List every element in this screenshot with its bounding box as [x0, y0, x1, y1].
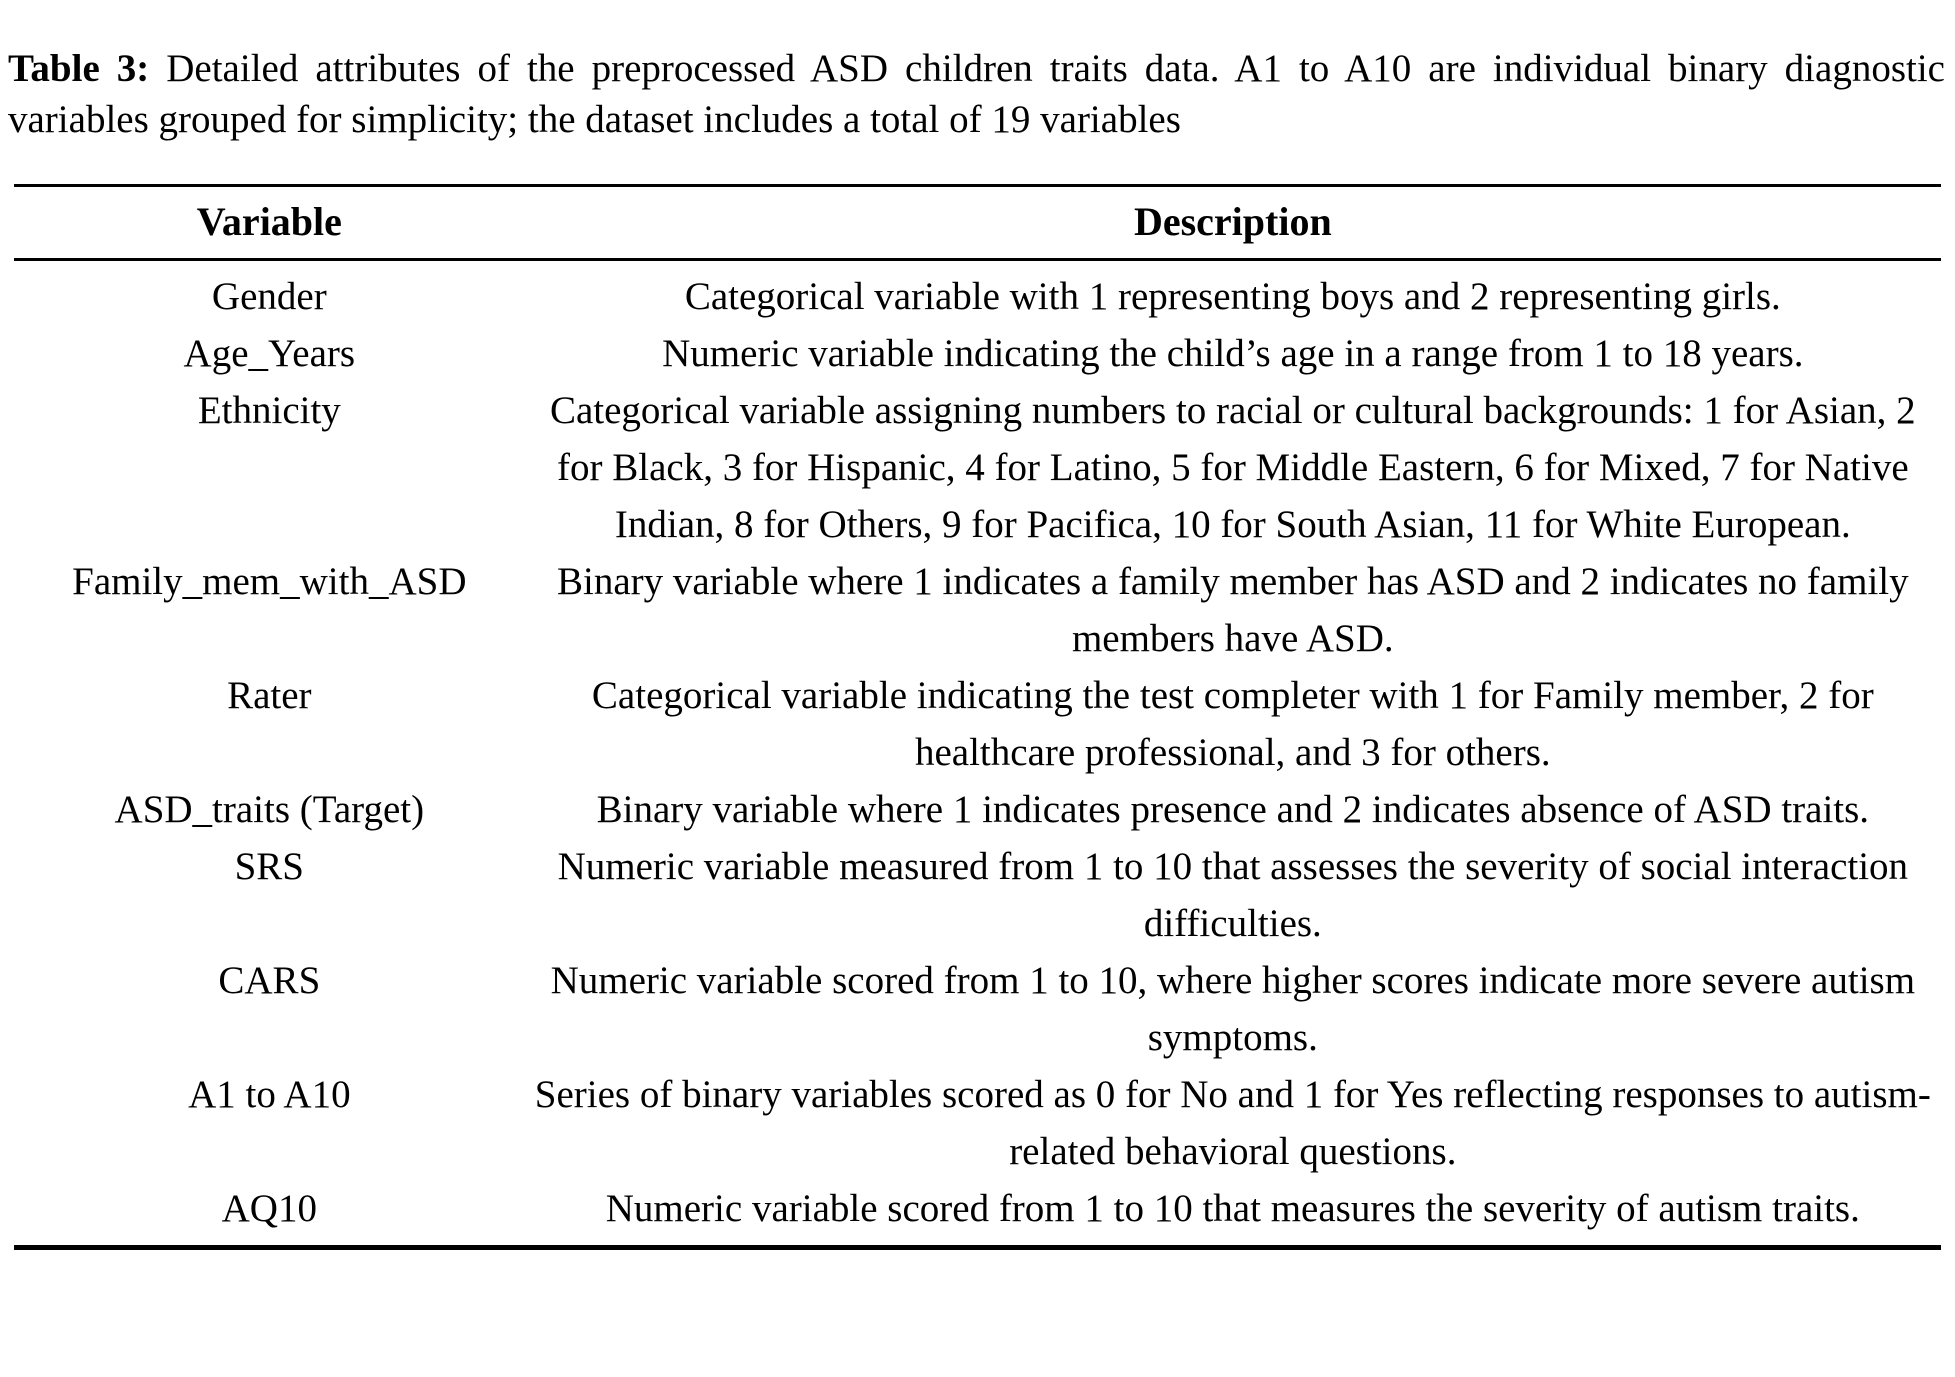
- description-cell: Categorical variable assigning numbers to racial or cultural backgrounds: 1 for Asian, 2 for Black, 3 for Hispanic, 4 for Latino, 5 for Middle Eastern, 6 for Mixed, 7 for Native Indian, 8 for Others, 9 for Pacifica, 10 for South Asian, 11 for White European.: [549, 389, 1916, 546]
- table-row: [14, 781, 1941, 838]
- table-body: [14, 260, 1941, 1248]
- variable-cell: Rater: [227, 674, 312, 717]
- description-cell: Binary variable where 1 indicates presence and 2 indicates absence of ASD traits.: [596, 788, 1870, 831]
- table-row: [14, 952, 1941, 1066]
- variable-cell: SRS: [234, 845, 305, 888]
- table-row: [14, 1066, 1941, 1180]
- variable-cell: CARS: [218, 959, 321, 1002]
- table-row: [14, 382, 1941, 553]
- table-caption-label: Table 3:: [8, 47, 150, 90]
- description-cell: Categorical variable indicating the test completer with 1 for Family member, 2 for healthcare professional, and 3 for others.: [591, 674, 1874, 774]
- table-row: [14, 667, 1941, 781]
- table-row: [14, 838, 1941, 952]
- table-header: [14, 186, 1941, 260]
- variable-cell: A1 to A10: [188, 1073, 351, 1116]
- attributes-table: [14, 184, 1941, 1250]
- variable-cell: ASD_traits (Target): [114, 788, 425, 831]
- variable-cell: Ethnicity: [197, 389, 341, 432]
- column-header-description: Description: [525, 186, 1941, 260]
- description-cell: Numeric variable measured from 1 to 10 that assesses the severity of social interaction difficulties.: [557, 845, 1909, 945]
- table-header-row: [14, 186, 1941, 260]
- variable-cell: Gender: [211, 275, 327, 318]
- variable-cell: AQ10: [221, 1187, 317, 1230]
- table-row: [14, 553, 1941, 667]
- description-cell: Binary variable where 1 indicates a family member has ASD and 2 indicates no family members have ASD.: [557, 560, 1909, 660]
- table-row: [14, 260, 1941, 326]
- description-cell: Numeric variable scored from 1 to 10, where higher scores indicate more severe autism symptoms.: [550, 959, 1916, 1059]
- table-caption-text: Detailed attributes of the preprocessed ASD children traits data. A1 to A10 are individual binary diagnostic variables grouped for simplicity; the dataset includes a total of 19 variables: [8, 47, 1945, 141]
- column-header-variable: Variable: [14, 186, 525, 260]
- attributes-table-wrapper: [14, 184, 1941, 1250]
- description-cell: Series of binary variables scored as 0 for No and 1 for Yes reflecting responses to autism-related behavioral questions.: [534, 1073, 1931, 1173]
- table-caption: [0, 39, 1955, 145]
- description-cell: Numeric variable scored from 1 to 10 that measures the severity of autism traits.: [605, 1187, 1860, 1230]
- table-row: [14, 325, 1941, 382]
- table-row: [14, 1180, 1941, 1248]
- variable-cell: Family_mem_with_ASD: [72, 560, 467, 603]
- variable-cell: Age_Years: [183, 332, 356, 375]
- description-cell: Numeric variable indicating the child’s age in a range from 1 to 18 years.: [662, 332, 1804, 375]
- description-cell: Categorical variable with 1 representing boys and 2 representing girls.: [684, 275, 1781, 318]
